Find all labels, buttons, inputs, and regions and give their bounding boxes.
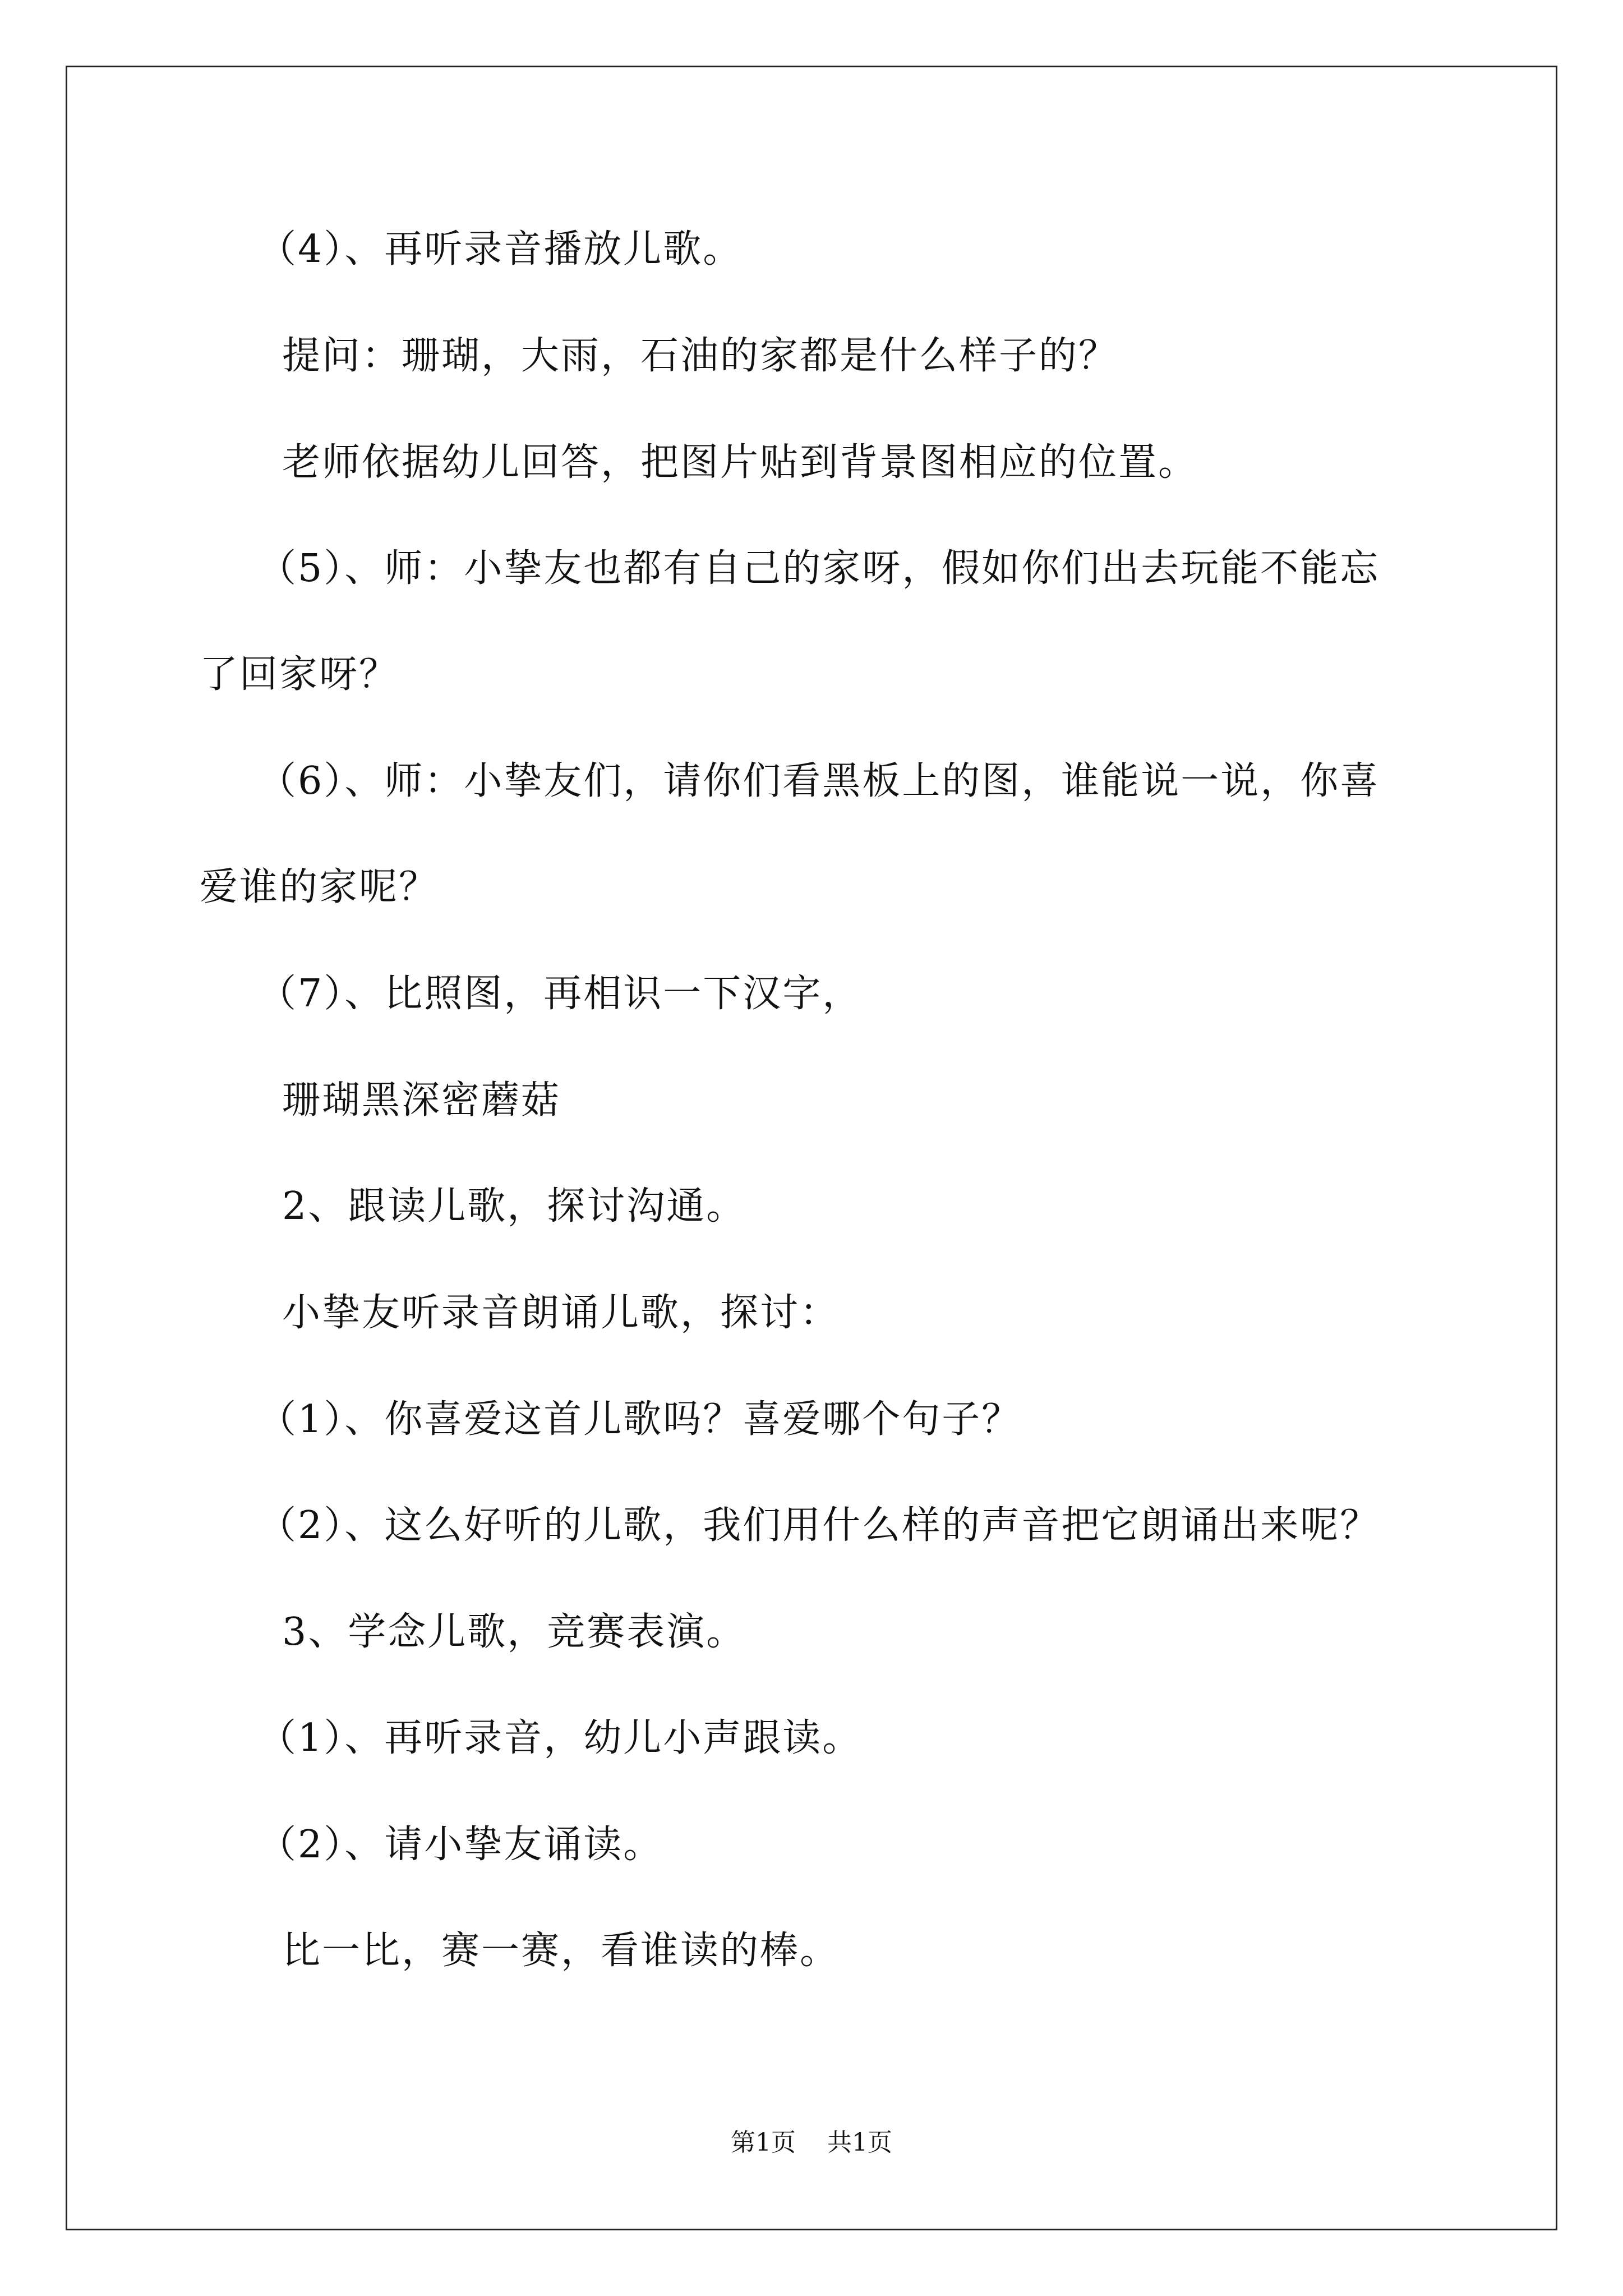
page-border [66, 66, 1557, 2230]
paragraph-line: （4）、再听录音播放儿歌。 [258, 227, 743, 272]
paragraph-line: 提问：珊瑚，大雨，石油的家都是什么样子的？ [282, 334, 1119, 378]
paragraph-line: 3、学念儿歌，竞赛表演。 [282, 1610, 746, 1654]
paragraph-line: （2）、这么好听的儿歌，我们用什么样的声音把它朗诵出来呢？ [258, 1503, 1380, 1548]
paragraph-line: 小挚友听录音朗诵儿歌，探讨： [282, 1291, 840, 1335]
page-footer [0, 2126, 1623, 2160]
paragraph-line: （1）、你喜爱这首儿歌吗？喜爱哪个句子？ [258, 1397, 1022, 1442]
paragraph-line: 爱谁的家呢？ [200, 865, 439, 909]
paragraph-line: 2、跟读儿歌，探讨沟通。 [282, 1184, 746, 1228]
paragraph-line: （6）、师：小挚友们，请你们看黑板上的图，谁能说一说，你喜 [258, 759, 1380, 803]
paragraph-line: 了回家呀？ [200, 652, 399, 697]
paragraph-line: 比一比，赛一赛，看谁读的棒。 [282, 1929, 840, 1973]
paragraph-line: 老师依据幼儿回答，把图片贴到背景图相应的位置。 [282, 440, 1198, 485]
paragraph-line: （7）、比照图，再相识一下汉字， [258, 972, 863, 1016]
paragraph-line: （1）、再听录音，幼儿小声跟读。 [258, 1716, 863, 1760]
page-total: 共1页 [827, 2128, 892, 2157]
paragraph-line: 珊瑚黑深密蘑菇 [282, 1078, 561, 1122]
page-number: 第1页 [731, 2128, 796, 2157]
paragraph-line: （2）、请小挚友诵读。 [258, 1823, 663, 1867]
paragraph-line: （5）、师：小挚友也都有自己的家呀，假如你们出去玩能不能忘 [258, 546, 1380, 591]
